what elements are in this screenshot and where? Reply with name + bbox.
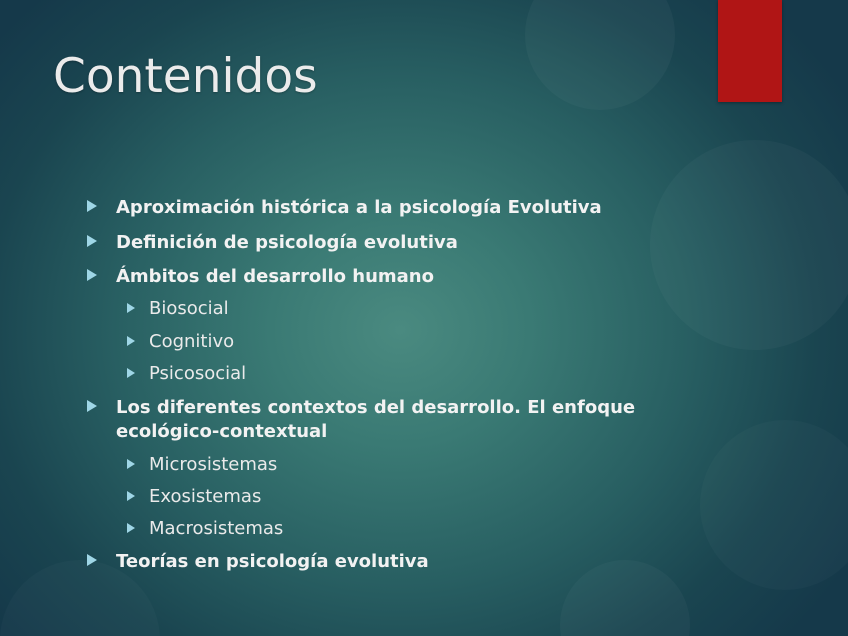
bullet-arrow-icon — [127, 523, 135, 533]
list-item — [116, 550, 429, 574]
list-item-text: Los diferentes contextos del desarrollo. El enfoque ecológico-contextual — [116, 397, 636, 442]
sub-list-item — [149, 330, 234, 354]
sub-list-item — [149, 453, 277, 477]
background-circle — [700, 420, 848, 590]
sub-list-item — [149, 517, 283, 541]
background-circle — [560, 560, 690, 636]
list-item — [116, 231, 458, 255]
list-item-text: Ámbitos del desarrollo humano — [116, 266, 434, 287]
bullet-arrow-icon — [127, 491, 135, 501]
sub-list-item — [149, 297, 229, 321]
list-item — [116, 196, 602, 220]
bullet-arrow-icon — [127, 336, 135, 346]
bullet-arrow-icon — [87, 269, 97, 281]
background-circle — [650, 140, 848, 350]
list-item-text: Biosocial — [149, 298, 229, 319]
bullet-arrow-icon — [127, 459, 135, 469]
slide-title: Contenidos — [53, 49, 318, 104]
list-item-text: Aproximación histórica a la psicología Evolutiva — [116, 197, 602, 218]
bullet-arrow-icon — [127, 368, 135, 378]
list-item-text: Macrosistemas — [149, 518, 284, 539]
list-item-text: Cognitivo — [149, 331, 235, 352]
sub-list-item — [149, 485, 261, 509]
bullet-arrow-icon — [87, 235, 97, 247]
list-item — [116, 265, 434, 289]
accent-bar — [718, 0, 782, 102]
bullet-arrow-icon — [87, 200, 97, 212]
list-item-text: Microsistemas — [149, 454, 278, 475]
list-item-text: Exosistemas — [149, 486, 262, 507]
list-item — [116, 396, 716, 444]
sub-list-item — [149, 362, 246, 386]
list-item-text: Psicosocial — [149, 363, 247, 384]
background-circle — [525, 0, 675, 110]
bullet-arrow-icon — [87, 400, 97, 412]
bullet-arrow-icon — [87, 554, 97, 566]
list-item-text: Definición de psicología evolutiva — [116, 232, 458, 253]
list-item-text: Teorías en psicología evolutiva — [116, 551, 429, 572]
bullet-arrow-icon — [127, 303, 135, 313]
